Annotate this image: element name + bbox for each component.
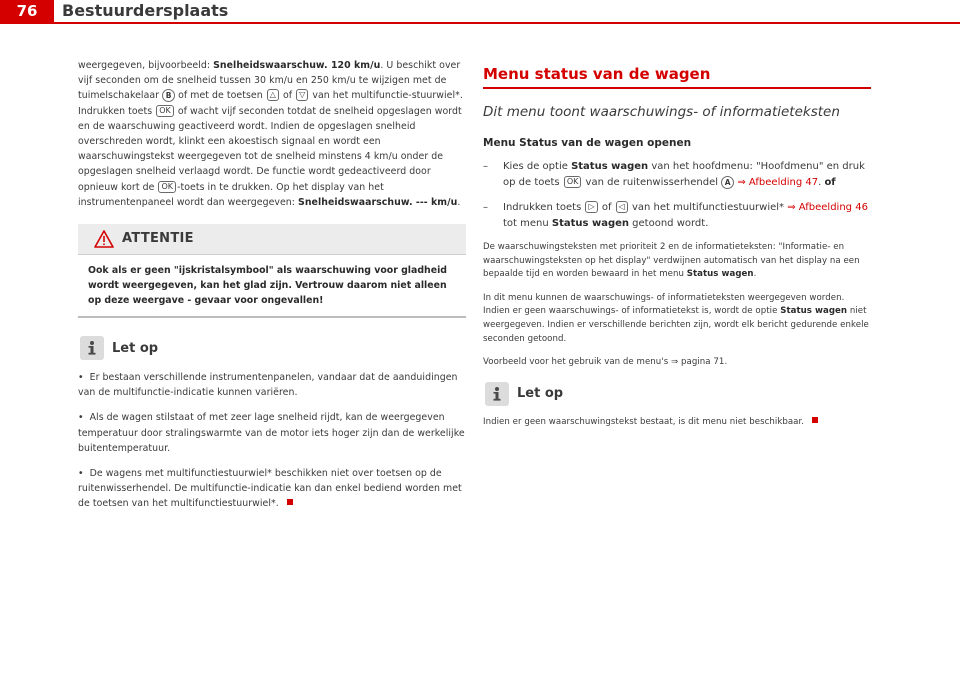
section-end-marker-icon	[287, 499, 293, 505]
warning-title: ATTENTIE	[122, 231, 194, 247]
left-column	[78, 58, 466, 522]
list-item: • De wagens met multifunctiestuurwiel* beschikken niet over toetsen op de ruitenwisserhendel. De multifunctie-indicatie kan dan enkel bediend worden met de toetsen van het multifunctiestuurwiel*.	[78, 468, 462, 510]
ok-key-icon: OK	[156, 105, 174, 117]
speed-warning-paragraph: weergegeven, bijvoorbeeld: Snelheidswaarschuw. 120 km/u. U beschikt over vijf seconden om de snelheid tussen 30 km/u en 250 km/u te wijzigen met de tuimelschakelaar B of met de toetsen △ of ▽ van het multifunctie-stuurwiel*. Indrukken toets OK of wacht vijf seconden totdat de snelheid opgeslagen wordt en de waarschuwing geactiveerd wordt. Indien de opgeslagen snelheid overschreden wordt, klinkt een akoestisch signaal en wordt een waarschuwingstekst weergegeven tot de snelheid minstens 4 km/u onder de opgeslagen snelheid verlaagd wordt. De functie wordt gedeactiveerd door opnieuw kort de OK -toets in te drukken. Op het display van het instrumentenpaneel wordt dan weergegeven: Snelheidswaarschuw. --- km/u.	[78, 60, 463, 208]
figure-reference-link[interactable]: ⇒ Afbeelding 46	[787, 202, 868, 213]
info-paragraph: In dit menu kunnen de waarschuwings- of informatieteksten weergegeven worden. Indien er geen waarschuwings- of informatietekst is, wordt de optie Status wagen niet weergegeven. Indien er verschillende berichten zijn, wordt elk bericht gedurende enkele seconden getoond.	[483, 292, 869, 344]
list-item: • Als de wagen stilstaat of met zeer lage snelheid rijdt, kan de weergegeven temperatuur door stralingswarmte van de motor iets hoger zijn dan de werkelijke buitentemperatuur.	[78, 412, 465, 454]
info-note-icon	[80, 336, 104, 360]
warning-text: Ook als er geen "ijskristalsymbool" als waarschuwing voor gladheid wordt weergegeven, kan het glad zijn. Vertrouw daarom niet alleen op deze weergave - gevaar voor ongevallen!	[88, 265, 448, 307]
note-header	[78, 334, 466, 362]
note-text: Indien er geen waarschuwingstekst bestaat, is dit menu niet beschikbaar.	[483, 416, 871, 430]
step-item: – Indrukken toets ▷ of ◁ van het multifunctiestuurwiel* ⇒ Afbeelding 46 tot menu Status wagen getoond wordt.	[483, 202, 868, 229]
section-subtitle: Dit menu toont waarschuwings- of informatieteksten	[483, 104, 840, 120]
list-item: • Er bestaan verschillende instrumentenpanelen, vandaar dat de aanduidingen van de multifunctie-indicatie kunnen variëren.	[78, 372, 458, 399]
page-number: 76	[0, 0, 54, 22]
right-key-icon: ▷	[585, 201, 597, 213]
section-end-marker-icon	[812, 417, 818, 423]
note-title: Let op	[112, 340, 159, 356]
ok-key-icon: OK	[158, 181, 176, 193]
ok-key-icon: OK	[564, 176, 582, 188]
rocker-switch-b-icon: B	[162, 89, 175, 102]
note-title: Let op	[517, 386, 564, 402]
up-key-icon: △	[267, 89, 279, 101]
info-note-icon	[485, 382, 509, 406]
left-key-icon: ◁	[616, 201, 628, 213]
warning-triangle-icon	[94, 230, 114, 248]
wiper-lever-a-icon: A	[721, 176, 734, 189]
warning-box	[78, 224, 466, 318]
section-heading: Menu Status van de wagen openen	[483, 137, 692, 149]
note-header	[483, 380, 871, 408]
right-column	[483, 64, 871, 439]
step-item: – Kies de optie Status wagen van het hoofdmenu: "Hoofdmenu" en druk op de toets OK van de ruitenwisserhendel A ⇒ Afbeelding 47. of	[483, 161, 865, 188]
page-title: Bestuurdersplaats	[62, 1, 229, 20]
figure-reference-link[interactable]: ⇒ Afbeelding 47	[734, 176, 819, 188]
info-paragraph: De waarschuwingsteksten met prioriteit 2 en de informatieteksten: "Informatie- en waarschuwingsteksten op het display" verdwijnen automatisch van het display na een bepaalde tijd en worden bewaard in het menu Status wagen.	[483, 242, 860, 280]
note-list	[78, 370, 466, 512]
warning-header	[78, 224, 466, 255]
header-rule	[0, 22, 960, 24]
down-key-icon: ▽	[296, 89, 308, 101]
page-reference-paragraph: Voorbeeld voor het gebruik van de menu's ⇒ pagina 71.	[483, 357, 728, 368]
section-rule	[483, 87, 871, 89]
section-title: Menu status van de wagen	[483, 65, 711, 83]
